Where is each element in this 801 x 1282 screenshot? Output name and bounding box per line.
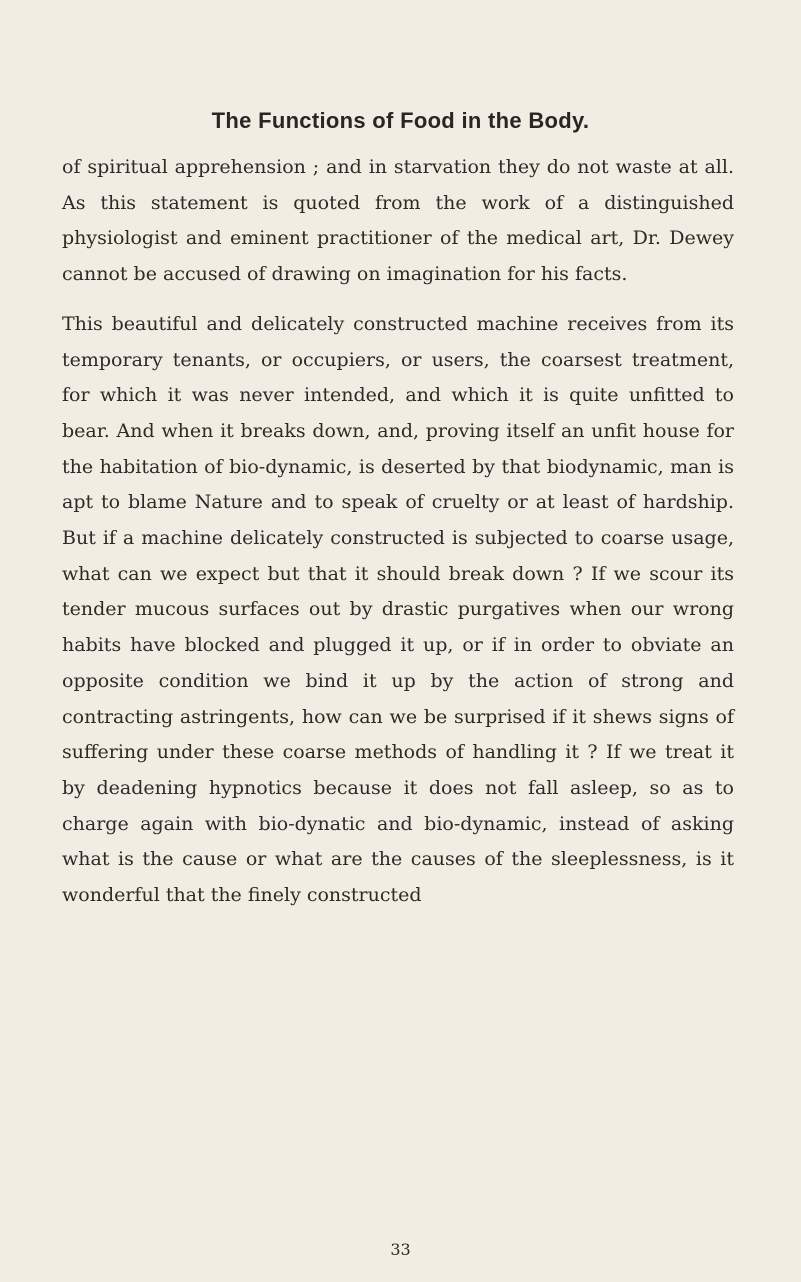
paragraph-1: of spiritual apprehension ; and in starvation they do not waste at all. As this statement is quoted from the work of a distinguished physiologist and eminent practitioner of the medical art, Dr. Dewey cannot be accused of drawing on imagination for his facts. [62, 156, 734, 286]
page-number: 33 [390, 1240, 411, 1259]
paragraph-2: This beautiful and delicately constructed machine receives from its temporary tenants, or occupiers, or users, the coarsest treatment, for which it was never intended, and which it is quite unfitted to bear. And when it breaks down, and, proving itself an unfit house for the habitation of bio-dynamic, is deserted by that biodynamic, man is apt to blame Nature and to speak of cruelty or at least of hardship. But if a machine delicately constructed is subjected to coarse usage, what can we expect but that it should break down ? If we scour its tender mucous surfaces out by drastic purgatives when our wrong habits have blocked and plugged it up, or if in order to obviate an opposite condition we bind it up by the action of strong and contracting astringents, how can we be surprised if it shews signs of suffering under these coarse methods of handling it ? If we treat it by deadening hypnotics because it does not fall asleep, so as to charge again with bio-dynatic and bio-dynamic, instead of asking what is the cause or what are the causes of the sleeplessness, is it wonderful that the finely constructed [62, 312, 734, 907]
body-text [62, 150, 734, 914]
running-title: The Functions of Food in the Body. [211, 108, 590, 133]
